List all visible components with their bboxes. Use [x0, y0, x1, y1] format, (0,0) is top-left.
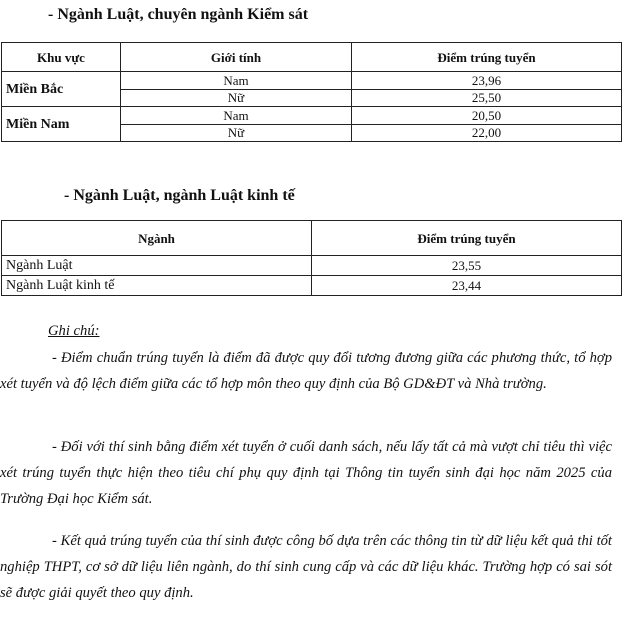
header-score: Điểm trúng tuyển — [312, 221, 622, 256]
table-header-row — [2, 43, 622, 72]
score-cell: 25,50 — [352, 89, 622, 107]
score-cell: 23,55 — [312, 256, 622, 276]
notes-title: Ghi chú: — [48, 323, 100, 339]
major-cell: Ngành Luật — [2, 256, 312, 276]
kiem-sat-score-table — [1, 42, 622, 142]
gender-cell: Nam — [121, 107, 352, 125]
table-row — [2, 256, 622, 276]
score-cell: 23,44 — [312, 276, 622, 296]
gender-cell: Nữ — [121, 89, 352, 107]
section1-heading: - Ngành Luật, chuyên ngành Kiểm sát — [48, 6, 309, 23]
note-paragraph: - Kết quả trúng tuyển của thí sinh được công bố dựa trên các thông tin từ dữ liệu kết quả thi tốt nghiệp THPT, cơ sở dữ liệu liên ngành, do thí sinh cung cấp và các dữ liệu khác. Trường hợp có sai sót sẽ được giải quyết theo quy định. — [0, 533, 612, 601]
luat-score-table — [1, 220, 622, 296]
gender-cell: Nam — [121, 72, 352, 90]
table-row — [2, 276, 622, 296]
region-cell: Miền Nam — [2, 107, 121, 142]
note-paragraph: - Điểm chuẩn trúng tuyển là điểm đã được quy đổi tương đương giữa các phương thức, tổ hợp xét tuyển và độ lệch điểm giữa các tổ hợp môn theo quy định của Bộ GD&ĐT và Nhà trường. — [0, 350, 612, 392]
table-header-row — [2, 221, 622, 256]
section2-heading: - Ngành Luật, ngành Luật kinh tế — [64, 187, 295, 204]
region-cell: Miền Bắc — [2, 72, 121, 107]
header-score: Điểm trúng tuyển — [352, 43, 622, 72]
score-cell: 23,96 — [352, 72, 622, 90]
gender-cell: Nữ — [121, 124, 352, 142]
note-paragraph: - Đối với thí sinh bằng điểm xét tuyển ở cuối danh sách, nếu lấy tất cả mà vượt chỉ tiêu thì việc xét trúng tuyển thực hiện theo tiêu chí phụ quy định tại Thông tin tuyển sinh đại học năm 2025 của Trường Đại học Kiểm sát. — [0, 439, 612, 507]
header-region: Khu vực — [2, 43, 121, 72]
major-cell: Ngành Luật kinh tế — [2, 276, 312, 296]
table-row — [2, 72, 622, 90]
score-cell: 20,50 — [352, 107, 622, 125]
score-cell: 22,00 — [352, 124, 622, 142]
table-row — [2, 107, 622, 125]
header-gender: Giới tính — [121, 43, 352, 72]
header-major: Ngành — [2, 221, 312, 256]
